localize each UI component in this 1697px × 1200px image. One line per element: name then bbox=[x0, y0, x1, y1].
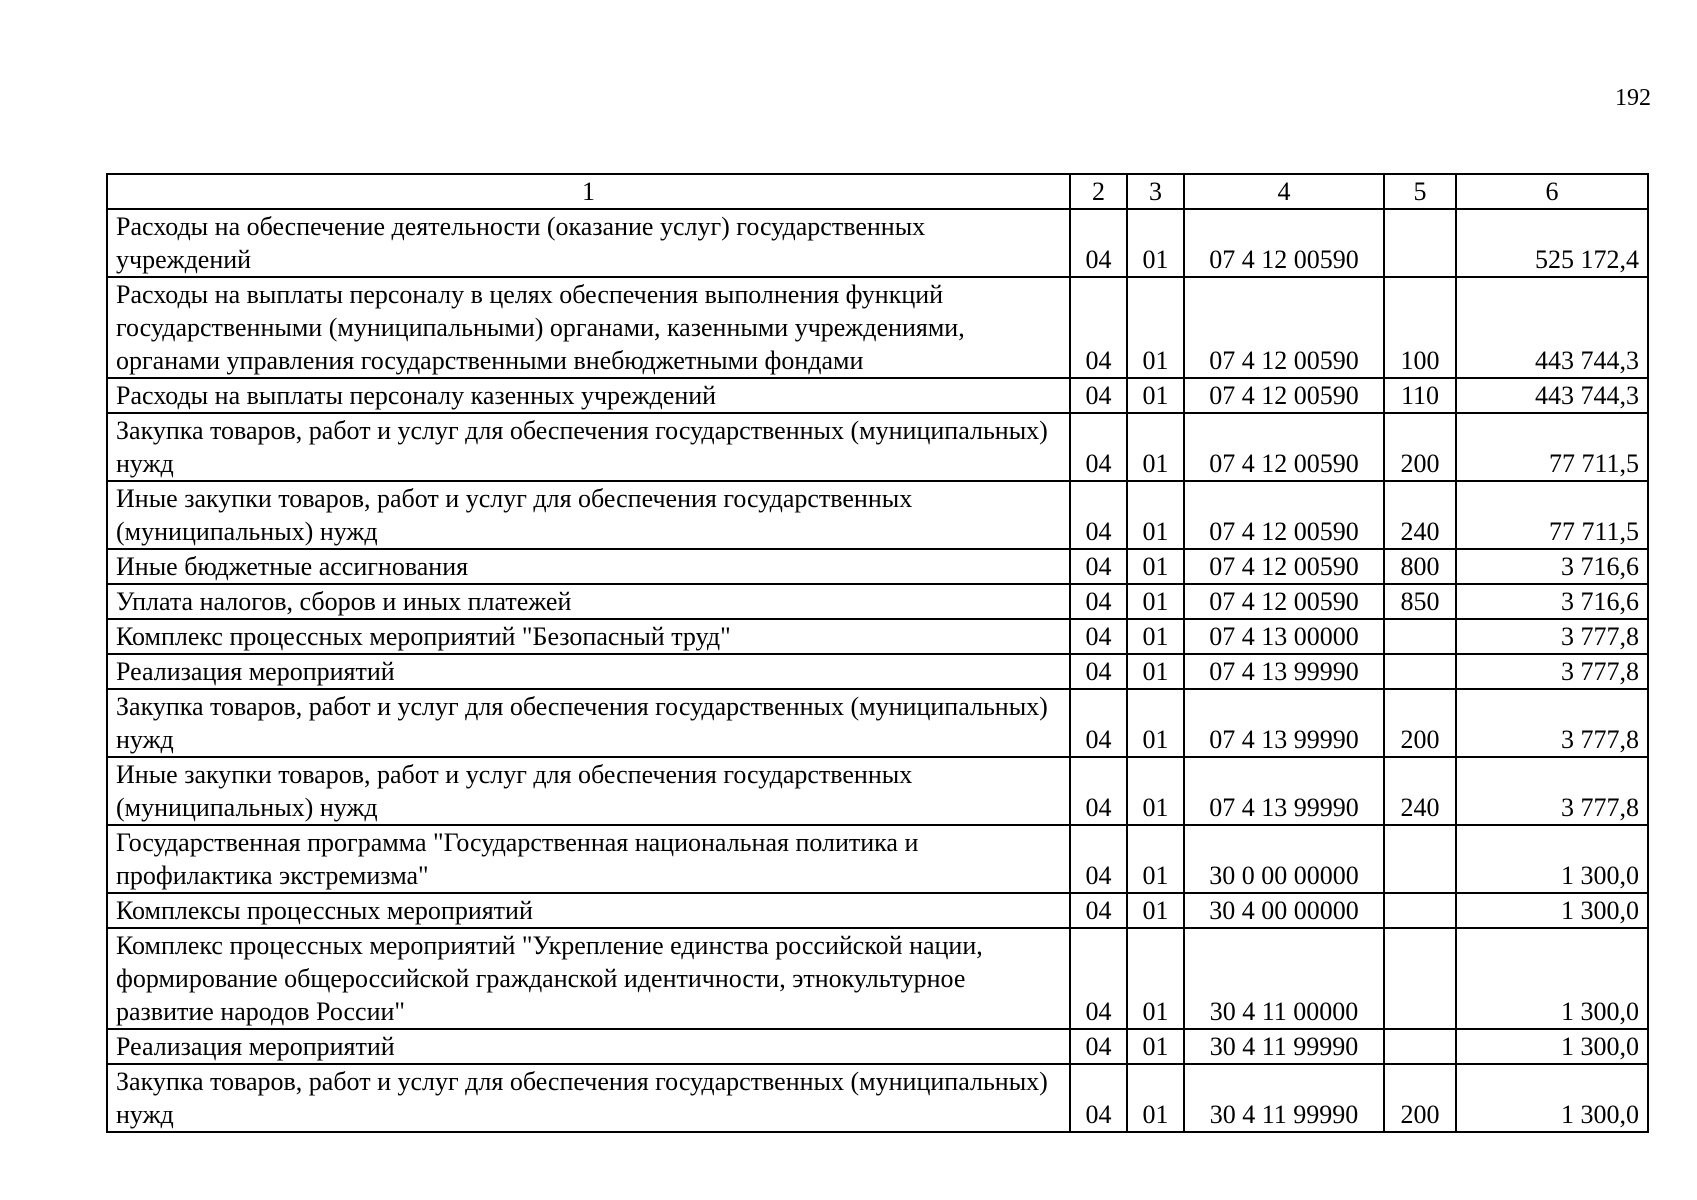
amount-cell: 443 744,3 bbox=[1456, 277, 1648, 378]
subsection-cell: 01 bbox=[1127, 619, 1184, 654]
row-name-cell: Реализация мероприятий bbox=[107, 1029, 1070, 1064]
table-row bbox=[107, 1064, 1648, 1132]
header-col-4: 4 bbox=[1184, 174, 1384, 209]
target-article-cell: 07 4 12 00590 bbox=[1184, 378, 1384, 413]
table-row bbox=[107, 893, 1648, 928]
header-col-2: 2 bbox=[1070, 174, 1127, 209]
subsection-cell: 01 bbox=[1127, 413, 1184, 481]
expense-type-cell: 240 bbox=[1384, 757, 1456, 825]
table-row bbox=[107, 689, 1648, 757]
target-article-cell: 07 4 12 00590 bbox=[1184, 209, 1384, 277]
target-article-cell: 07 4 12 00590 bbox=[1184, 413, 1384, 481]
row-name-cell: Закупка товаров, работ и услуг для обеспечения государственных (муниципальных) нужд bbox=[107, 413, 1070, 481]
row-name-cell: Иные бюджетные ассигнования bbox=[107, 549, 1070, 584]
expense-type-cell: 200 bbox=[1384, 689, 1456, 757]
target-article-cell: 07 4 13 00000 bbox=[1184, 619, 1384, 654]
section-cell: 04 bbox=[1070, 481, 1127, 549]
target-article-cell: 07 4 12 00590 bbox=[1184, 481, 1384, 549]
page-number: 192 bbox=[1615, 85, 1651, 111]
table-row bbox=[107, 378, 1648, 413]
table-row bbox=[107, 209, 1648, 277]
header-col-3: 3 bbox=[1127, 174, 1184, 209]
table-row bbox=[107, 584, 1648, 619]
target-article-cell: 07 4 13 99990 bbox=[1184, 654, 1384, 689]
amount-cell: 1 300,0 bbox=[1456, 825, 1648, 893]
subsection-cell: 01 bbox=[1127, 928, 1184, 1029]
table-row bbox=[107, 825, 1648, 893]
section-cell: 04 bbox=[1070, 413, 1127, 481]
subsection-cell: 01 bbox=[1127, 1029, 1184, 1064]
header-col-5: 5 bbox=[1384, 174, 1456, 209]
target-article-cell: 07 4 12 00590 bbox=[1184, 549, 1384, 584]
amount-cell: 3 716,6 bbox=[1456, 584, 1648, 619]
target-article-cell: 30 4 11 99990 bbox=[1184, 1064, 1384, 1132]
expense-type-cell bbox=[1384, 1029, 1456, 1064]
expense-type-cell: 100 bbox=[1384, 277, 1456, 378]
subsection-cell: 01 bbox=[1127, 654, 1184, 689]
section-cell: 04 bbox=[1070, 584, 1127, 619]
target-article-cell: 07 4 13 99990 bbox=[1184, 689, 1384, 757]
row-name-cell: Комплекс процессных мероприятий "Безопасный труд" bbox=[107, 619, 1070, 654]
section-cell: 04 bbox=[1070, 893, 1127, 928]
section-cell: 04 bbox=[1070, 1064, 1127, 1132]
amount-cell: 3 716,6 bbox=[1456, 549, 1648, 584]
section-cell: 04 bbox=[1070, 1029, 1127, 1064]
amount-cell: 77 711,5 bbox=[1456, 481, 1648, 549]
amount-cell: 1 300,0 bbox=[1456, 1064, 1648, 1132]
section-cell: 04 bbox=[1070, 825, 1127, 893]
row-name-cell: Закупка товаров, работ и услуг для обеспечения государственных (муниципальных) нужд bbox=[107, 689, 1070, 757]
target-article-cell: 30 4 00 00000 bbox=[1184, 893, 1384, 928]
header-col-6: 6 bbox=[1456, 174, 1648, 209]
table-row bbox=[107, 413, 1648, 481]
row-name-cell: Расходы на выплаты персоналу казенных учреждений bbox=[107, 378, 1070, 413]
amount-cell: 3 777,8 bbox=[1456, 689, 1648, 757]
section-cell: 04 bbox=[1070, 928, 1127, 1029]
subsection-cell: 01 bbox=[1127, 825, 1184, 893]
table-row bbox=[107, 277, 1648, 378]
table-row bbox=[107, 1029, 1648, 1064]
section-cell: 04 bbox=[1070, 209, 1127, 277]
expense-type-cell: 850 bbox=[1384, 584, 1456, 619]
amount-cell: 77 711,5 bbox=[1456, 413, 1648, 481]
row-name-cell: Иные закупки товаров, работ и услуг для обеспечения государственных (муниципальных) нужд bbox=[107, 481, 1070, 549]
table-row bbox=[107, 481, 1648, 549]
expense-type-cell bbox=[1384, 654, 1456, 689]
expense-type-cell: 200 bbox=[1384, 413, 1456, 481]
amount-cell: 1 300,0 bbox=[1456, 1029, 1648, 1064]
row-name-cell: Уплата налогов, сборов и иных платежей bbox=[107, 584, 1070, 619]
expense-type-cell: 240 bbox=[1384, 481, 1456, 549]
subsection-cell: 01 bbox=[1127, 549, 1184, 584]
expense-type-cell bbox=[1384, 893, 1456, 928]
expense-type-cell bbox=[1384, 209, 1456, 277]
subsection-cell: 01 bbox=[1127, 277, 1184, 378]
amount-cell: 3 777,8 bbox=[1456, 757, 1648, 825]
section-cell: 04 bbox=[1070, 549, 1127, 584]
table-row bbox=[107, 654, 1648, 689]
subsection-cell: 01 bbox=[1127, 584, 1184, 619]
table-row bbox=[107, 549, 1648, 584]
budget-table bbox=[106, 173, 1649, 1133]
subsection-cell: 01 bbox=[1127, 378, 1184, 413]
section-cell: 04 bbox=[1070, 654, 1127, 689]
amount-cell: 1 300,0 bbox=[1456, 928, 1648, 1029]
target-article-cell: 07 4 12 00590 bbox=[1184, 584, 1384, 619]
amount-cell: 3 777,8 bbox=[1456, 619, 1648, 654]
target-article-cell: 07 4 13 99990 bbox=[1184, 757, 1384, 825]
target-article-cell: 30 0 00 00000 bbox=[1184, 825, 1384, 893]
row-name-cell: Государственная программа "Государственная национальная политика и профилактика экстремизма" bbox=[107, 825, 1070, 893]
subsection-cell: 01 bbox=[1127, 481, 1184, 549]
section-cell: 04 bbox=[1070, 378, 1127, 413]
section-cell: 04 bbox=[1070, 689, 1127, 757]
subsection-cell: 01 bbox=[1127, 893, 1184, 928]
section-cell: 04 bbox=[1070, 277, 1127, 378]
expense-type-cell bbox=[1384, 928, 1456, 1029]
expense-type-cell bbox=[1384, 619, 1456, 654]
subsection-cell: 01 bbox=[1127, 757, 1184, 825]
row-name-cell: Реализация мероприятий bbox=[107, 654, 1070, 689]
target-article-cell: 30 4 11 99990 bbox=[1184, 1029, 1384, 1064]
table-header-row bbox=[107, 174, 1648, 209]
row-name-cell: Расходы на выплаты персоналу в целях обеспечения выполнения функций государственными (муниципальными) органами, казенными учреждениями, органами управления государственными внебюджетными фондами bbox=[107, 277, 1070, 378]
row-name-cell: Комплексы процессных мероприятий bbox=[107, 893, 1070, 928]
target-article-cell: 07 4 12 00590 bbox=[1184, 277, 1384, 378]
expense-type-cell: 110 bbox=[1384, 378, 1456, 413]
row-name-cell: Расходы на обеспечение деятельности (оказание услуг) государственных учреждений bbox=[107, 209, 1070, 277]
table-row bbox=[107, 619, 1648, 654]
amount-cell: 1 300,0 bbox=[1456, 893, 1648, 928]
expense-type-cell bbox=[1384, 825, 1456, 893]
section-cell: 04 bbox=[1070, 757, 1127, 825]
amount-cell: 443 744,3 bbox=[1456, 378, 1648, 413]
amount-cell: 525 172,4 bbox=[1456, 209, 1648, 277]
subsection-cell: 01 bbox=[1127, 689, 1184, 757]
subsection-cell: 01 bbox=[1127, 209, 1184, 277]
section-cell: 04 bbox=[1070, 619, 1127, 654]
row-name-cell: Иные закупки товаров, работ и услуг для обеспечения государственных (муниципальных) нужд bbox=[107, 757, 1070, 825]
expense-type-cell: 800 bbox=[1384, 549, 1456, 584]
subsection-cell: 01 bbox=[1127, 1064, 1184, 1132]
amount-cell: 3 777,8 bbox=[1456, 654, 1648, 689]
table-row bbox=[107, 928, 1648, 1029]
table-row bbox=[107, 757, 1648, 825]
row-name-cell: Закупка товаров, работ и услуг для обеспечения государственных (муниципальных) нужд bbox=[107, 1064, 1070, 1132]
row-name-cell: Комплекс процессных мероприятий "Укрепление единства российской нации, формирование общероссийской гражданской идентичности, этнокультурное развитие народов России" bbox=[107, 928, 1070, 1029]
expense-type-cell: 200 bbox=[1384, 1064, 1456, 1132]
target-article-cell: 30 4 11 00000 bbox=[1184, 928, 1384, 1029]
header-col-1: 1 bbox=[107, 174, 1070, 209]
